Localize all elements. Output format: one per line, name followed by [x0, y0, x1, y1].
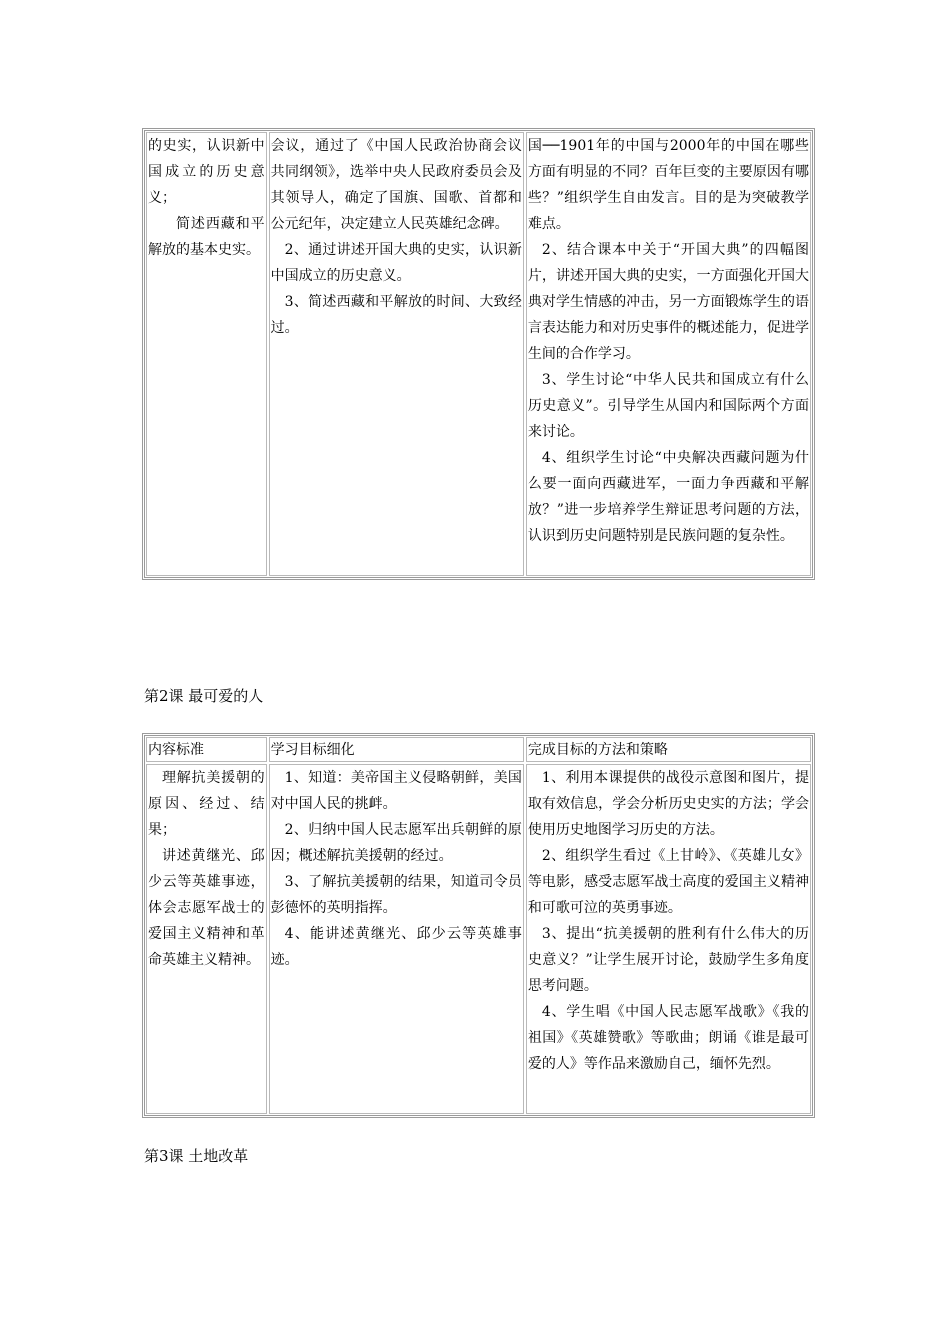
lesson-3-title: 第3课 土地改革 — [144, 1147, 249, 1165]
content-standard-cell — [146, 764, 267, 1114]
lesson1-table-continued — [142, 128, 815, 580]
content-standard-cell — [146, 132, 267, 576]
paragraph: 3、学生讨论“中华人民共和国成立有什么历史意义”。引导学生从国内和国际两个方面来讨论。 — [527, 372, 809, 440]
paragraph: 3、简述西藏和平解放的时间、大致经过。 — [270, 294, 522, 336]
paragraph: 2、组织学生看过《上甘岭》、《英雄儿女》等电影，感受志愿军战士高度的爱国主义精神和可歌可泣的英勇事迹。 — [527, 848, 809, 916]
paragraph: 理解抗美援朝的原因、经过、结果； — [148, 770, 265, 838]
paragraph: 3、提出“抗美援朝的胜利有什么伟大的历史意义？”让学生展开讨论，鼓励学生多角度思考问题。 — [527, 926, 809, 994]
paragraph: 1、知道：美帝国主义侵略朝鲜，美国对中国人民的挑衅。 — [270, 770, 522, 812]
paragraph: 2、归纳中国人民志愿军出兵朝鲜的原因；概述解抗美援朝的经过。 — [270, 822, 522, 864]
paragraph: 4、学生唱《中国人民志愿军战歌》《我的祖国》《英雄赞歌》等歌曲；朗诵《谁是最可爱的人》等作品来激励自己，缅怀先烈。 — [527, 1004, 809, 1072]
method-strategy-cell — [526, 132, 811, 576]
paragraph: 2、通过讲述开国大典的史实，认识新中国成立的历史意义。 — [270, 242, 522, 284]
paragraph: 1、利用本课提供的战役示意图和图片，提取有效信息，学会分析历史史实的方法；学会使用历史地图学习历史的方法。 — [527, 770, 809, 838]
paragraph: 4、能讲述黄继光、邱少云等英雄事迹。 — [270, 926, 522, 968]
paragraph: 的史实，认识新中国成立的历史意义； — [148, 138, 265, 206]
paragraph: 国──1901年的中国与2000年的中国在哪些方面有明显的不同？百年巨变的主要原因有哪些？”组织学生自由发言。目的是为突破教学难点。 — [527, 138, 809, 232]
paragraph: 讲述黄继光、邱少云等英雄事迹，体会志愿军战士的爱国主义精神和革命英雄主义精神。 — [148, 848, 265, 968]
header-content-standard: 内容标准 — [146, 737, 267, 762]
header-learning-goals: 学习目标细化 — [269, 737, 524, 762]
lesson2-table — [142, 733, 815, 1118]
paragraph: 会议，通过了《中国人民政治协商会议共同纲领》，选举中央人民政府委员会及其领导人，确定了国旗、国歌、首都和公元纪年，决定建立人民英雄纪念碑。 — [270, 138, 522, 232]
paragraph: 3、了解抗美援朝的结果，知道司令员彭德怀的英明指挥。 — [270, 874, 522, 916]
learning-goal-cell — [269, 764, 524, 1114]
learning-goal-cell — [269, 132, 524, 576]
table-row — [145, 763, 812, 1115]
header-methods: 完成目标的方法和策略 — [526, 737, 811, 762]
method-strategy-cell — [526, 764, 811, 1114]
paragraph: 简述西藏和平解放的基本史实。 — [148, 216, 265, 258]
table-header-row — [145, 736, 812, 763]
paragraph: 2、结合课本中关于“开国大典”的四幅图片，讲述开国大典的史实，一方面强化开国大典对学生情感的冲击，另一方面锻炼学生的语言表达能力和对历史事件的概述能力，促进学生间的合作学习。 — [527, 242, 809, 362]
paragraph: 4、组织学生讨论“中央解决西藏问题为什么要一面向西藏进军，一面力争西藏和平解放？”进一步培养学生辩证思考问题的方法，认识到历史问题特别是民族问题的复杂性。 — [527, 450, 809, 544]
lesson-2-title: 第2课 最可爱的人 — [144, 687, 264, 705]
